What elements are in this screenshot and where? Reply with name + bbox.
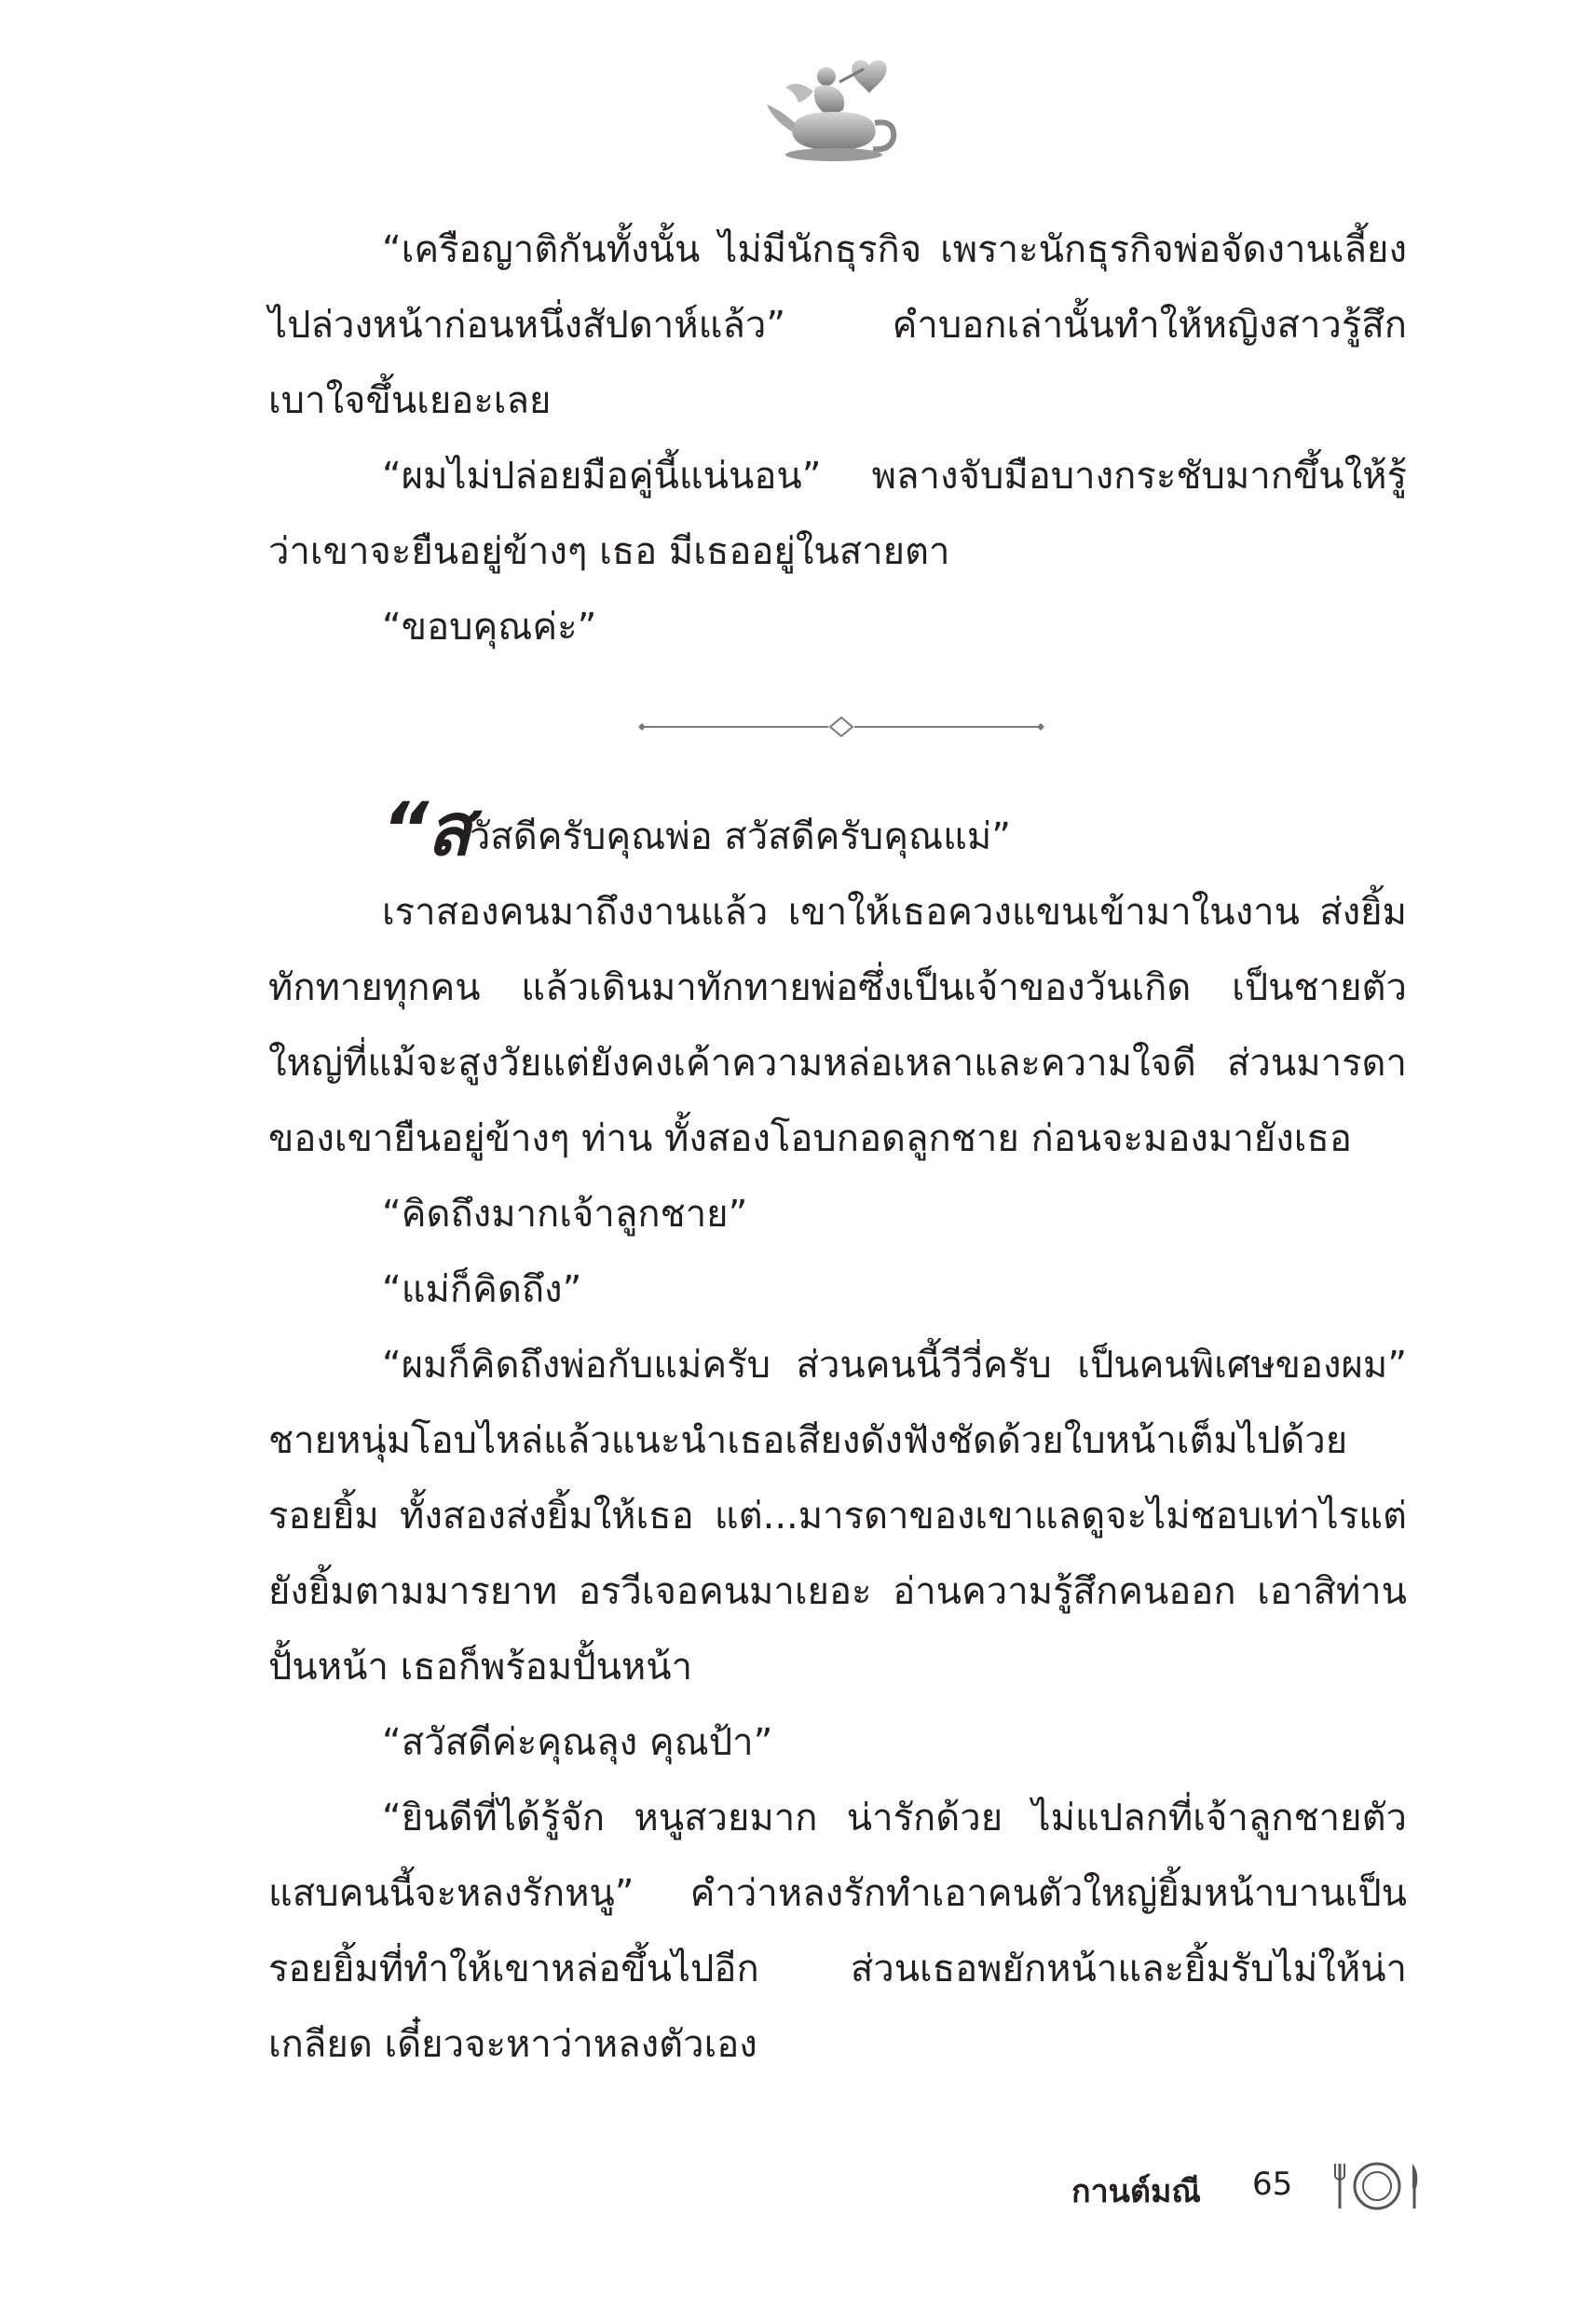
paragraph: “เครือญาติกันทั้งนั้น ไม่มีนักธุรกิจ เพราะนักธุรกิจพ่อจัดงานเลี้ยงไปล่วงหน้าก่อนหนึ่งสัปดาห์แล้ว” คำบอกเล่านั้นทำให้หญิงสาวรู้สึกเบาใจขึ้นเยอะเลย — [268, 228, 1407, 422]
paragraph: “แม่ก็คิดถึง” — [382, 1268, 582, 1311]
running-title: กานต์มณี — [1071, 2173, 1201, 2210]
paragraph: “สวัสดีค่ะคุณลุง คุณป้า” — [382, 1721, 773, 1764]
paragraph: “ผมก็คิดถึงพ่อกับแม่ครับ ส่วนคนนี้วีวี่ครับ เป็นคนพิเศษของผม” ชายหนุ่มโอบไหล่แล้วแนะนำเธอเสียงดังฟังชัดด้วยใบหน้าเต็มไปด้วยรอยยิ้ม ทั้งสองส่งยิ้มให้เธอ แต่...มารดาของเขาแลดูจะไม่ชอบเท่าไรแต่ยังยิ้มตามมารยาท อรวีเจอคนมาเยอะ อ่านความรู้สึกคนออก เอาสิท่านปั้นหน้า เธอก็พร้อมปั้นหน้า — [268, 1344, 1407, 1689]
paragraph: เราสองคนมาถึงงานแล้ว เขาให้เธอควงแขนเข้ามาในงาน ส่งยิ้มทักทายทุกคน แล้วเดินมาทักทายพ่อซึ่งเป็นเจ้าของวันเกิด เป็นชายตัวใหญ่ที่แม้จะสูงวัยแต่ยังคงเค้าความหล่อเหลาและความใจดี ส่วนมารดาของเขายืนอยู่ข้างๆ ท่าน ทั้งสองโอบกอดลูกชาย ก่อนจะมองมายังเธอ — [268, 891, 1407, 1160]
page-number: 65 — [1252, 2166, 1293, 2203]
paragraph: “ขอบคุณค่ะ” — [382, 606, 597, 649]
page-footer — [1071, 2160, 1444, 2216]
opening-line-text: วัสดีครับคุณพ่อ สวัสดีครับคุณแม่” — [469, 815, 1011, 858]
teapot-cupid-ornament-icon — [759, 54, 908, 175]
paragraph: “คิดถึงมากเจ้าลูกชาย” — [382, 1193, 748, 1236]
opening-line — [268, 788, 1407, 875]
paragraph: “ยินดีที่ได้รู้จัก หนูสวยมาก น่ารักด้วย ไม่แปลกที่เจ้าลูกชายตัวแสบคนนี้จะหลงรักหนู” คำว่าหลงรักทำเอาคนตัวใหญ่ยิ้มหน้าบานเป็นรอยยิ้มที่ทำให้เขาหล่อขึ้นไปอีก ส่วนเธอพยักหน้าและยิ้มรับไม่ให้น่าเกลียด เดี๋ยวจะหาว่าหลงตัวเอง — [268, 1797, 1407, 2066]
diamond-divider-icon — [636, 716, 1046, 738]
section-1 — [268, 212, 1407, 665]
section-2 — [268, 788, 1407, 2083]
plate-cutlery-icon — [1332, 2160, 1422, 2212]
paragraph: “ผมไม่ปล่อยมือคู่นี้แน่นอน” พลางจับมือบางกระชับมากขึ้นให้รู้ว่าเขาจะยืนอยู่ข้างๆ เธอ มีเธออยู่ในสายตา — [268, 455, 1407, 573]
drop-cap: “ส — [382, 788, 470, 872]
